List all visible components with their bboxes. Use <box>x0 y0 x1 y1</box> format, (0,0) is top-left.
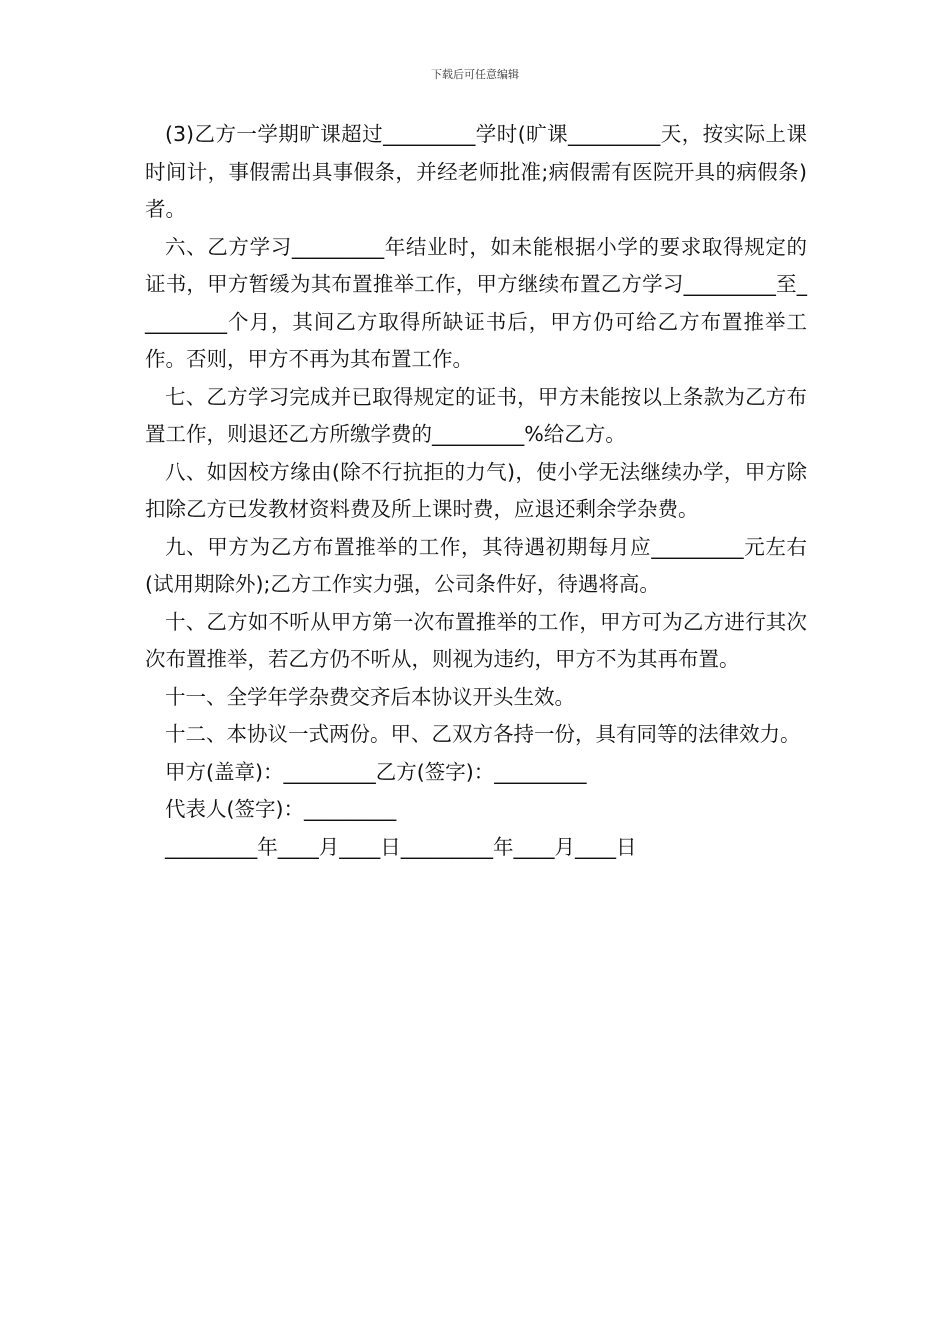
signature-dates: _________年____月____日_________年____月____日 <box>165 834 637 859</box>
clause-10: 十、乙方如不听从甲方第一次布置推举的工作，甲方可为乙方进行其次次布置推举，若乙方仍不听从，则视为违约，甲方不为其再布置。 <box>145 609 807 671</box>
document-body <box>145 116 807 866</box>
signature-parties: 甲方(盖章)：_________乙方(签字)：_________ <box>165 759 587 784</box>
clause-7: 七、乙方学习完成并已取得规定的证书，甲方未能按以上条款为乙方布置工作，则退还乙方所缴学费的_________%给乙方。 <box>145 384 807 446</box>
clause-9: 九、甲方为乙方布置推举的工作，其待遇初期每月应_________元左右(试用期除外);乙方工作实力强，公司条件好，待遇将高。 <box>145 534 807 596</box>
signature-representative: 代表人(签字)：_________ <box>165 797 397 821</box>
clause-3-absence: (3)乙方一学期旷课超过_________学时(旷课_________天，按实际上课时间计，事假需出具事假条，并经老师批准;病假需有医院开具的病假条)者。 <box>145 122 807 221</box>
clause-12: 十二、本协议一式两份。甲、乙双方各持一份，具有同等的法律效力。 <box>165 722 801 746</box>
clause-11: 十一、全学年学杂费交齐后本协议开头生效。 <box>165 684 575 709</box>
clause-8: 八、如因校方缘由(除不行抗拒的力气)，使小学无法继续办学，甲方除扣除乙方已发教材资料费及所上课时费，应退还剩余学杂费。 <box>145 459 807 521</box>
clause-6: 六、乙方学习_________年结业时，如未能根据小学的要求取得规定的证书，甲方暂缓为其布置推举工作，甲方继续布置乙方学习_________至_________个月，其间乙方取得所缺证书后，甲方仍可给乙方布置推举工作。否则，甲方不再为其布置工作。 <box>145 234 807 371</box>
page-header: 下载后可任意编辑 <box>431 68 519 81</box>
